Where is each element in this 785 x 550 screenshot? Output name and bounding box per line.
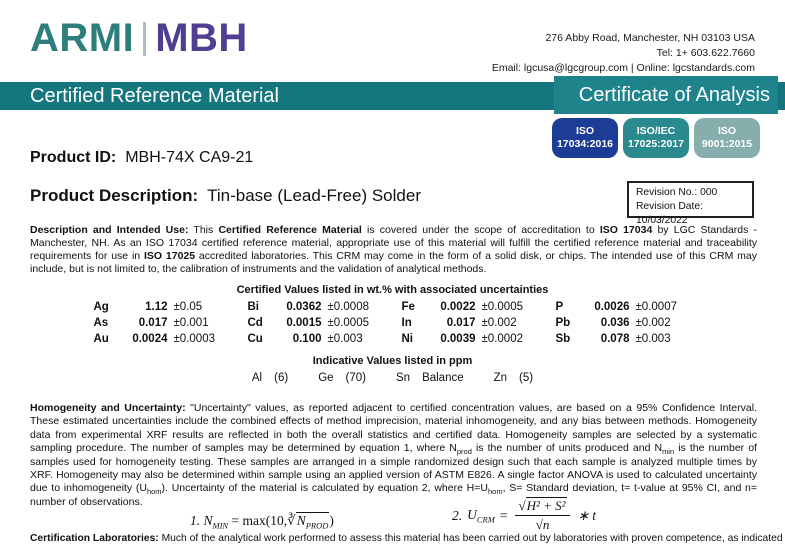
element-uncertainty: ±0.0002 [481, 333, 523, 345]
iso-badge-9001 [694, 118, 760, 158]
element-symbol: Pb [555, 317, 571, 329]
fraction-denominator [536, 516, 550, 533]
certified-values-title: Certified Values listed in wt.% with associated uncertainties [236, 284, 549, 296]
subscript-nprod: prod [456, 447, 472, 457]
cv-cell-as [94, 315, 230, 331]
iso-badge-17025-line2: 17025:2017 [627, 138, 685, 150]
equation-2-times-t: ∗ t [577, 507, 596, 523]
equation-1-variable: N [203, 513, 213, 528]
sqrt-symbol: √ [535, 517, 543, 532]
homogeneity-heading: Homogeneity and Uncertainty: [30, 402, 186, 414]
element-value: 1.12 [145, 301, 168, 313]
description-bold-iso17034: ISO 17034 [599, 224, 653, 236]
element-uncertainty: ±0.0008 [327, 301, 369, 313]
cv-cell-in [402, 315, 538, 331]
cv-cell-cd [248, 315, 384, 331]
element-symbol: Cd [247, 317, 263, 329]
subscript-nmin: min [662, 447, 675, 457]
denominator-radicand: n [542, 517, 550, 532]
product-id-value: MBH-74X CA9-21 [125, 149, 254, 166]
product-id-line [30, 149, 253, 167]
subscript-uhom: hom [487, 487, 503, 497]
homogeneity-text: ). Uncertainty of the material is calculated by equation 2, where H=U [161, 482, 488, 495]
iso-badge-9001-line1: ISO [717, 125, 737, 137]
iso-badge-17034-line1: ISO [575, 125, 595, 137]
indicative-values-row [0, 372, 785, 384]
product-description-value: Tin-base (Lead-Free) Solder [207, 186, 421, 205]
element-value: (70) [345, 372, 366, 384]
revision-box [627, 181, 754, 226]
cv-cell-p [556, 299, 692, 315]
cv-cell-ni [402, 331, 538, 347]
element-symbol: In [401, 317, 412, 329]
equation-2-label: 2. [452, 507, 463, 523]
sqrt-symbol: √ [518, 498, 526, 513]
indicative-values-title: Indicative Values listed in ppm [312, 355, 473, 367]
cv-cell-au [94, 331, 230, 347]
element-value: 0.100 [292, 333, 322, 345]
ucrm-sub: CRM [476, 514, 495, 525]
element-value: 0.0362 [286, 301, 322, 313]
product-description-label: Product Description: [30, 186, 199, 205]
element-uncertainty: ±0.0003 [173, 333, 215, 345]
homogeneity-text: is the number of units produced and N [471, 442, 663, 455]
revision-no: Revision No.: 000 [636, 187, 718, 198]
certification-paragraph [30, 533, 783, 544]
indicative-values-section [0, 355, 785, 384]
element-uncertainty: ±0.0005 [327, 317, 369, 329]
element-value: 0.0039 [440, 333, 476, 345]
element-symbol: Au [93, 333, 109, 345]
element-symbol: Ge [318, 372, 334, 384]
element-symbol: Cu [247, 333, 263, 345]
equation-1-variable-sub: MIN [212, 520, 229, 531]
element-symbol: Zn [493, 372, 508, 384]
description-text: is covered under the scope of accreditation to [361, 224, 600, 236]
iso-badges [552, 118, 760, 158]
equals-sign: = [499, 507, 508, 523]
element-value: Balance [422, 372, 464, 384]
cv-cell-bi [248, 299, 384, 315]
element-value: 0.078 [600, 333, 630, 345]
equation-2 [452, 498, 596, 533]
homogeneity-text: is the number of samples used for homogeneity testing. These samples are arranged in a simple randomized design such that each sample is analyzed multiple times by XRF. Homogeneity may also be determined within sample using an applied version of ASTM E826. A single factor ANOVA is used to calculated uncertainty due to inhomogeneity (U [30, 442, 757, 495]
equation-1-radicand [296, 512, 330, 531]
certified-values-row [0, 299, 785, 315]
certification-heading: Certification Laboratories: [30, 533, 159, 544]
iso-badge-17034 [552, 118, 618, 158]
description-heading: Description and Intended Use: [30, 224, 189, 236]
description-text: by LGC Standards - Manchester, NH. As an ISO 17034 certified reference material, appropriate use of this material will fulfill the certified reference material and traceability requirements for use in [30, 224, 758, 262]
element-value: (6) [274, 372, 289, 384]
element-symbol: Ni [401, 333, 413, 345]
iv-item-sn [396, 372, 464, 384]
element-symbol: Bi [247, 301, 259, 313]
iso-badge-17025-line1: ISO/IEC [636, 125, 676, 137]
logo-separator [143, 22, 146, 56]
element-value: (5) [519, 372, 534, 384]
description-paragraph [30, 224, 757, 276]
logo-armi-text: ARMI [30, 16, 135, 60]
element-uncertainty: ±0.003 [327, 333, 363, 345]
element-value: 0.0022 [440, 301, 476, 313]
description-bold-crm: Certified Reference Material [218, 224, 362, 236]
element-uncertainty: ±0.001 [173, 317, 209, 329]
banner-left-title: Certified Reference Material [30, 85, 279, 107]
element-uncertainty: ±0.002 [635, 317, 671, 329]
element-uncertainty: ±0.002 [481, 317, 517, 329]
cv-cell-sb [556, 331, 692, 347]
contact-address: 276 Abby Road, Manchester, NH 03103 USA [545, 32, 755, 44]
element-symbol: Sn [395, 372, 411, 384]
element-uncertainty: ±0.003 [635, 333, 671, 345]
equation-1 [190, 513, 334, 531]
certification-text: Much of the analytical work performed to assess this material has been carried out by laboratories with proven competence, as indicated [158, 533, 783, 544]
element-symbol: Fe [401, 301, 415, 313]
homogeneity-paragraph [30, 402, 757, 509]
radicand-variable: N [296, 513, 306, 528]
equation-1-function: max(10, [242, 513, 288, 528]
iv-item-al [252, 372, 288, 384]
iso-badge-9001-line2: 9001:2015 [701, 138, 753, 150]
certified-values-section [0, 284, 785, 347]
contact-email-online: Email: lgcusa@lgcgroup.com | Online: lgcstandards.com [491, 62, 755, 74]
element-value: 0.017 [446, 317, 476, 329]
element-value: 0.0015 [286, 317, 322, 329]
element-value: 0.0024 [132, 333, 168, 345]
contact-tel: Tel: 1+ 603.622.7660 [656, 47, 755, 59]
iso-badge-17025 [623, 118, 689, 158]
certified-values-row [0, 331, 785, 347]
company-logo [30, 16, 248, 61]
cv-cell-ag [94, 299, 230, 315]
product-id-label: Product ID: [30, 149, 117, 166]
description-text: This [188, 224, 219, 236]
banner-right-title: Certificate of Analysis [578, 84, 770, 106]
description-bold-iso17025: ISO 17025 [143, 250, 196, 262]
element-uncertainty: ±0.0005 [481, 301, 523, 313]
iso-badge-17034-line2: 17034:2016 [556, 138, 614, 150]
subscript-uhom: hom [146, 487, 162, 497]
revision-date: Revision Date: 10/03/2022 [636, 201, 703, 226]
contact-block [492, 31, 755, 76]
element-symbol: Ag [93, 301, 109, 313]
radicand-sub: PROD [305, 520, 329, 531]
element-uncertainty: ±0.0007 [635, 301, 677, 313]
element-symbol: Al [251, 372, 263, 384]
cube-root-symbol: ∛ [287, 513, 296, 528]
fraction-numerator [515, 498, 569, 516]
iv-item-ge [318, 372, 366, 384]
ucrm-variable: U [467, 506, 477, 522]
numerator-radicand: H² + S² [526, 498, 566, 513]
element-symbol: P [555, 301, 564, 313]
homogeneity-text: , S= Standard deviation, t= t-value at 95% CI, and n= number of observations. [30, 482, 758, 508]
product-description-line [30, 186, 421, 206]
element-uncertainty: ±0.05 [173, 301, 203, 313]
iv-item-zn [494, 372, 533, 384]
cv-cell-cu [248, 331, 384, 347]
element-value: 0.036 [600, 317, 630, 329]
element-value: 0.017 [138, 317, 168, 329]
equals-sign: = [231, 513, 240, 528]
cv-cell-pb [556, 315, 692, 331]
cv-cell-fe [402, 299, 538, 315]
homogeneity-text: "Uncertainty" values, as reported adjacent to certified concentration values, are based on a 95% Confidence Interval. These estimated uncertainties include the combined effects of method imprecision, material inhomogeneity, and any bias between methods. Homogeneity data from experimental XRF results are reflected in both the overall statistics and certified data. Homogeneity samples are selected by a systematic sampling procedure. The number of samples may be determined by equation 1, where N [30, 402, 757, 455]
equation-2-fraction [515, 498, 569, 533]
element-symbol: As [93, 317, 109, 329]
equation-2-variable [467, 507, 495, 525]
closing-paren: ) [329, 513, 334, 528]
element-value: 0.0026 [594, 301, 630, 313]
element-symbol: Sb [555, 333, 571, 345]
description-text: accredited laboratories. This CRM may come in the form of a solid disk, or chips. The intended use of this CRM may include, but is not limited to, the calibration of instruments and the validation of analytical methods. [30, 250, 757, 275]
logo-mbh-text: MBH [155, 16, 248, 60]
equation-1-label: 1. [190, 513, 201, 528]
certified-values-row [0, 315, 785, 331]
